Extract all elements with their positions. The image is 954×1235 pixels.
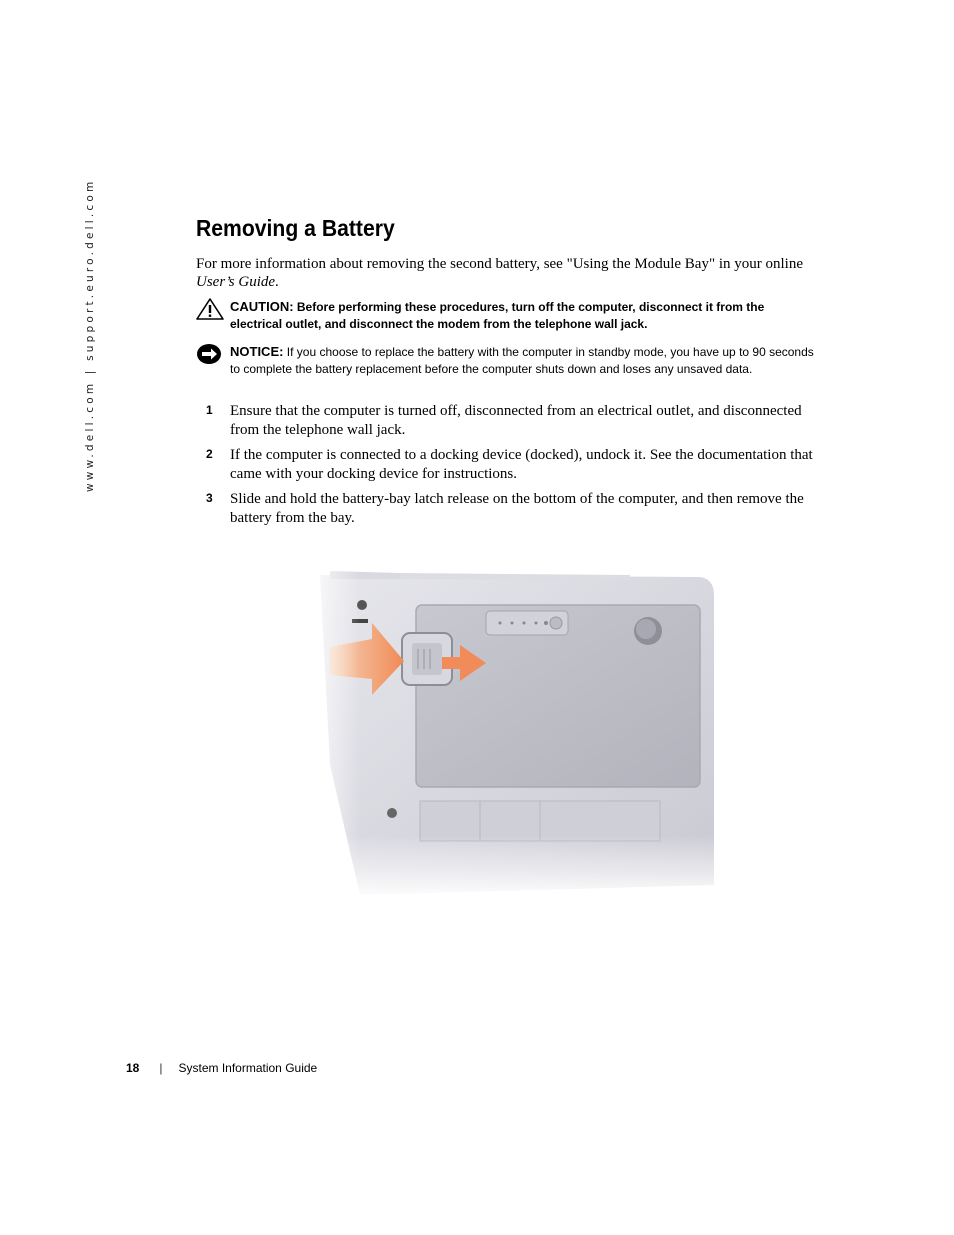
intro-italic-reference: User’s Guide [196,274,276,290]
page-number: 18 [126,1061,140,1075]
step-text: Ensure that the computer is turned off, disconnected from an electrical outlet, and disconnected from the telephone wall jack. [230,403,802,438]
caution-note [196,298,816,333]
step-number: 1 [206,403,213,417]
notice-label: NOTICE: [230,344,284,359]
caution-label: CAUTION: [230,299,294,314]
intro-text: For more information about removing the second battery, see "Using the Module Bay" in your online [196,256,803,272]
step-number: 2 [206,447,213,461]
notice-circle-icon [196,343,222,365]
section-title: Removing a Battery [196,215,395,241]
step-text: Slide and hold the battery-bay latch release on the bottom of the computer, and then remove the battery from the bay. [230,491,804,526]
gauge-button [550,617,562,629]
intro-paragraph [196,255,816,291]
battery-bay-illustration [300,565,730,900]
sidebar-url: www.dell.com | support.euro.dell.com [84,178,96,492]
page-footer [126,1061,317,1079]
notice-note [196,343,816,378]
guide-title: System Information Guide [178,1061,318,1075]
notice-text: If you choose to replace the battery with the computer in standby mode, you have up to 90 seconds to complete the battery replacement before the computer shuts down and loses any unsaved data. [230,345,814,376]
step-text: If the computer is connected to a docking device (docked), undock it. See the documentation that came with your docking device for instructions. [230,447,813,482]
intro-end: . [275,274,279,290]
steps-list [196,402,816,534]
list-item [196,490,816,528]
warning-triangle-icon [196,298,224,320]
list-item [196,446,816,484]
footer-separator: | [159,1061,163,1075]
caution-text: Before performing these procedures, turn off the computer, disconnect it from the electrical outlet, and disconnect the modem from the telephone wall jack. [230,300,765,331]
step-number: 3 [206,491,213,505]
list-item [196,402,816,440]
